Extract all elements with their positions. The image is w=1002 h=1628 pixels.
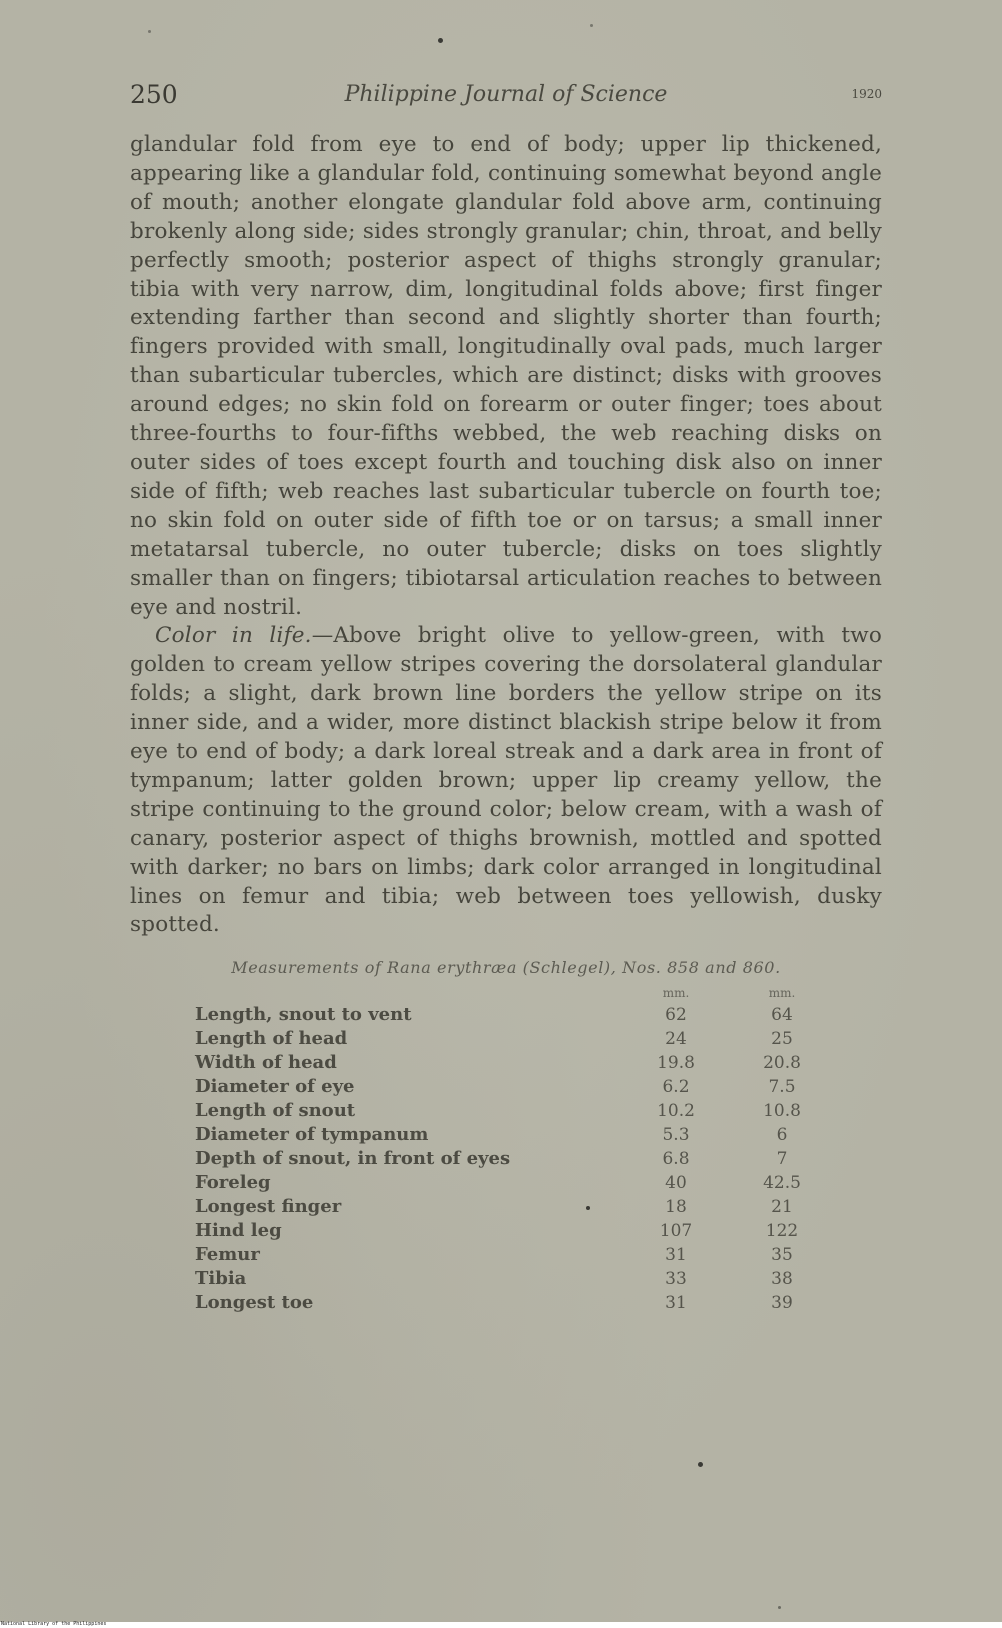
row-value-860: 39 — [771, 1293, 793, 1313]
table-row — [0, 1004, 1002, 1028]
row-value-860: 21 — [771, 1197, 793, 1217]
table-row — [0, 1100, 1002, 1124]
row-value-860: 25 — [771, 1029, 793, 1049]
row-label: Depth of snout, in front of eyes — [195, 1148, 511, 1169]
row-value-858: 6.8 — [662, 1149, 690, 1169]
table-row — [0, 1148, 1002, 1172]
row-value-860: 20.8 — [763, 1053, 801, 1073]
row-label: Length of snout — [195, 1100, 356, 1121]
table-row — [0, 1292, 1002, 1316]
row-label: Longest finger — [195, 1196, 342, 1217]
description-paragraph: glandular fold from eye to end of body; upper lip thickened, appearing like a glandular fold, continuing somewhat beyond angle of mouth; another elongate glandular fold above arm, continuing brokenly along side; sides strongly granular; chin, throat, and belly perfectly smooth; posterior aspect of thighs strongly granular; tibia with very narrow, dim, longitudinal folds above; first finger extending farther than second and slightly shorter than fourth; fingers provided with small, longitudinally oval pads, much larger than subarticular tubercles, which are distinct; disks with grooves around edges; no skin fold on forearm or outer finger; toes about three-fourths to four-fifths webbed, the web reaching disks on outer sides of toes except fourth and touching disk also on inner side of fifth; web reaches last subarticular tubercle on fourth toe; no skin fold on outer side of fifth toe or on tarsus; a small inner metatarsal tubercle, no outer tubercle; disks on toes slightly smaller than on fingers; tibiotarsal articulation reaches to between eye and nostril. — [130, 132, 882, 620]
row-label: Tibia — [195, 1268, 247, 1289]
row-value-860: 42.5 — [763, 1173, 801, 1193]
table-row — [0, 1220, 1002, 1244]
row-value-858: 33 — [665, 1269, 687, 1289]
publication-year: 1920 — [851, 87, 882, 101]
table-caption: Measurements of Rana erythræa (Schlegel), Nos. 858 and 860. — [231, 958, 781, 977]
row-label: Foreleg — [195, 1172, 271, 1193]
running-header — [130, 78, 882, 114]
scan-speck — [438, 38, 443, 43]
row-value-858: 6.2 — [662, 1077, 690, 1097]
table-row — [0, 1244, 1002, 1268]
row-value-858: 31 — [665, 1245, 687, 1265]
row-label: Diameter of eye — [195, 1076, 355, 1097]
row-label: Length of head — [195, 1028, 348, 1049]
row-value-860: 122 — [765, 1221, 799, 1241]
table-unit-header — [0, 986, 1002, 1004]
row-value-858: 19.8 — [657, 1053, 695, 1073]
scan-footer — [0, 1622, 1002, 1628]
row-value-858: 18 — [665, 1197, 687, 1217]
row-value-860: 7.5 — [768, 1077, 796, 1097]
row-value-860: 7 — [776, 1149, 788, 1169]
row-label: Longest toe — [195, 1292, 314, 1313]
row-label: Hind leg — [195, 1220, 282, 1241]
table-row — [0, 1268, 1002, 1292]
row-value-860: 35 — [771, 1245, 793, 1265]
color-in-life-text: —Above bright olive to yellow-green, with two golden to cream yellow stripes covering the dorsolateral glandular folds; a slight, dark brown line borders the yellow stripe on its inner side, and a wider, more distinct blackish stripe below it from eye to end of body; a dark loreal streak and a dark area in front of tympanum; latter golden brown; upper lip creamy yellow, the stripe continuing to the ground color; below cream, with a wash of canary, posterior aspect of thighs brownish, mottled and spotted with darker; no bars on limbs; dark color arranged in longitudinal lines on femur and tibia; web between toes yellowish, dusky spotted. — [130, 623, 882, 938]
scan-speck — [148, 30, 151, 33]
unit-label-col2: mm. — [768, 986, 796, 1000]
row-value-860: 64 — [771, 1005, 793, 1025]
journal-title: Philippine Journal of Science — [344, 82, 668, 107]
row-value-858: 10.2 — [657, 1101, 695, 1121]
row-label: Femur — [195, 1244, 260, 1265]
row-value-860: 10.8 — [763, 1101, 801, 1121]
scan-speck — [778, 1606, 781, 1609]
unit-label-col1: mm. — [662, 986, 690, 1000]
row-value-858: 62 — [665, 1005, 687, 1025]
row-label: Length, snout to vent — [195, 1004, 412, 1025]
row-value-858: 31 — [665, 1293, 687, 1313]
page-number: 250 — [130, 80, 178, 109]
row-value-860: 38 — [771, 1269, 793, 1289]
measurements-table — [0, 1004, 1002, 1316]
scan-speck — [590, 24, 593, 27]
table-row — [0, 1172, 1002, 1196]
library-credit: National Library of the Philippines — [1, 1621, 107, 1627]
color-in-life-paragraph — [130, 622, 882, 940]
row-label: Diameter of tympanum — [195, 1124, 429, 1145]
table-row — [0, 1196, 1002, 1220]
row-value-858: 40 — [665, 1173, 687, 1193]
color-in-life-heading: Color in life. — [155, 623, 312, 649]
table-row — [0, 1052, 1002, 1076]
row-value-860: 6 — [776, 1125, 788, 1145]
row-value-858: 24 — [665, 1029, 687, 1049]
row-value-858: 107 — [659, 1221, 693, 1241]
table-row — [0, 1028, 1002, 1052]
article-body — [130, 131, 882, 940]
row-value-858: 5.3 — [662, 1125, 690, 1145]
row-label: Width of head — [195, 1052, 337, 1073]
table-row — [0, 1076, 1002, 1100]
scan-speck — [698, 1462, 703, 1467]
table-row — [0, 1124, 1002, 1148]
